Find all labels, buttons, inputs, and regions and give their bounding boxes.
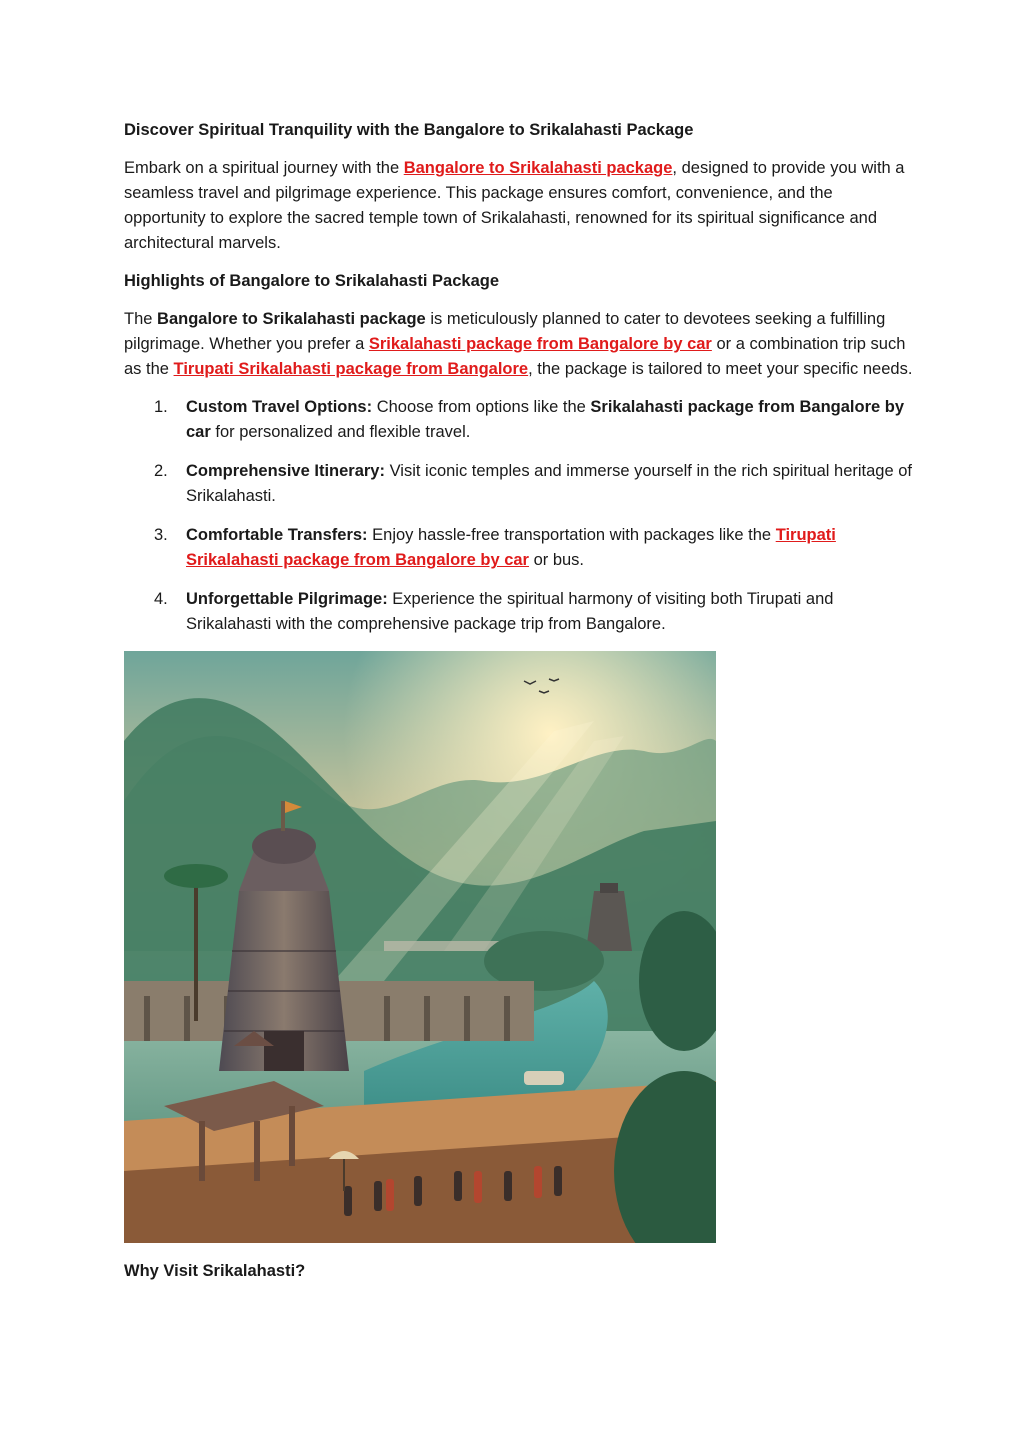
list-item-text: Enjoy hassle-free transportation with packages like the (367, 526, 776, 544)
list-item-title: Comfortable Transfers: (186, 526, 368, 544)
list-item-text: for personalized and flexible travel. (210, 423, 471, 441)
temple-landscape-illustration-icon (124, 651, 716, 1243)
list-item-title: Unforgettable Pilgrimage: (186, 590, 388, 608)
list-item-text: Choose from options like the (372, 398, 591, 416)
list-item-text: Experience the spiritual harmony of visiting both Tirupati and Srikalahasti with the comprehensive package trip from Bangalore. (186, 590, 834, 633)
highlights-list (124, 395, 914, 637)
intro-text-1: Embark on a spiritual journey with the (124, 159, 404, 177)
intro-text-2: , designed to provide you with a seamless travel and pilgrimage experience. This package ensures comfort, convenience, and the opportunity to explore the sacred temple town of Srikalahasti, renowned for its spiritual significance and architectural marvels. (124, 159, 905, 252)
heading-discover: Discover Spiritual Tranquility with the Bangalore to Srikalahasti Package (124, 121, 694, 139)
list-item-title: Comprehensive Itinerary: (186, 462, 385, 480)
intro-paragraph (124, 156, 914, 256)
link-bangalore-to-srikalahasti-package[interactable]: Bangalore to Srikalahasti package (403, 159, 673, 177)
list-item-text: Visit iconic temples and immerse yourself in the rich spiritual heritage of Srikalahasti. (186, 462, 912, 505)
highlights-text-3: or a combination trip such as the (124, 335, 906, 378)
list-item (124, 523, 914, 573)
link-tirupati-srikalahasti-package[interactable]: Tirupati Srikalahasti package from Bangalore (173, 360, 529, 378)
link-tirupati-srikalahasti-package-by-car[interactable]: Tirupati Srikalahasti package from Bangalore by car (186, 526, 836, 569)
list-item-bold: Srikalahasti package from Bangalore by car (186, 398, 905, 441)
highlights-text-2: is meticulously planned to cater to devotees seeking a fulfilling pilgrimage. Whether you prefer a (124, 310, 886, 353)
highlights-bold-package: Bangalore to Srikalahasti package (157, 310, 426, 328)
document-content (124, 118, 914, 1284)
link-srikalahasti-package-by-car[interactable]: Srikalahasti package from Bangalore by car (368, 335, 712, 353)
heading-why-visit: Why Visit Srikalahasti? (124, 1262, 306, 1280)
highlights-paragraph (124, 307, 914, 382)
list-number: 3. (154, 526, 168, 544)
highlights-text-4: , the package is tailored to meet your specific needs. (528, 360, 913, 378)
list-number: 1. (154, 398, 168, 416)
list-item-title: Custom Travel Options: (186, 398, 373, 416)
list-number: 4. (154, 590, 168, 608)
list-item (124, 459, 914, 509)
list-item-text: or bus. (528, 551, 585, 569)
temple-illustration (124, 651, 716, 1243)
heading-highlights: Highlights of Bangalore to Srikalahasti Package (124, 272, 500, 290)
list-number: 2. (154, 462, 168, 480)
list-item (124, 587, 914, 637)
highlights-text-1: The (124, 310, 158, 328)
list-item (124, 395, 914, 445)
